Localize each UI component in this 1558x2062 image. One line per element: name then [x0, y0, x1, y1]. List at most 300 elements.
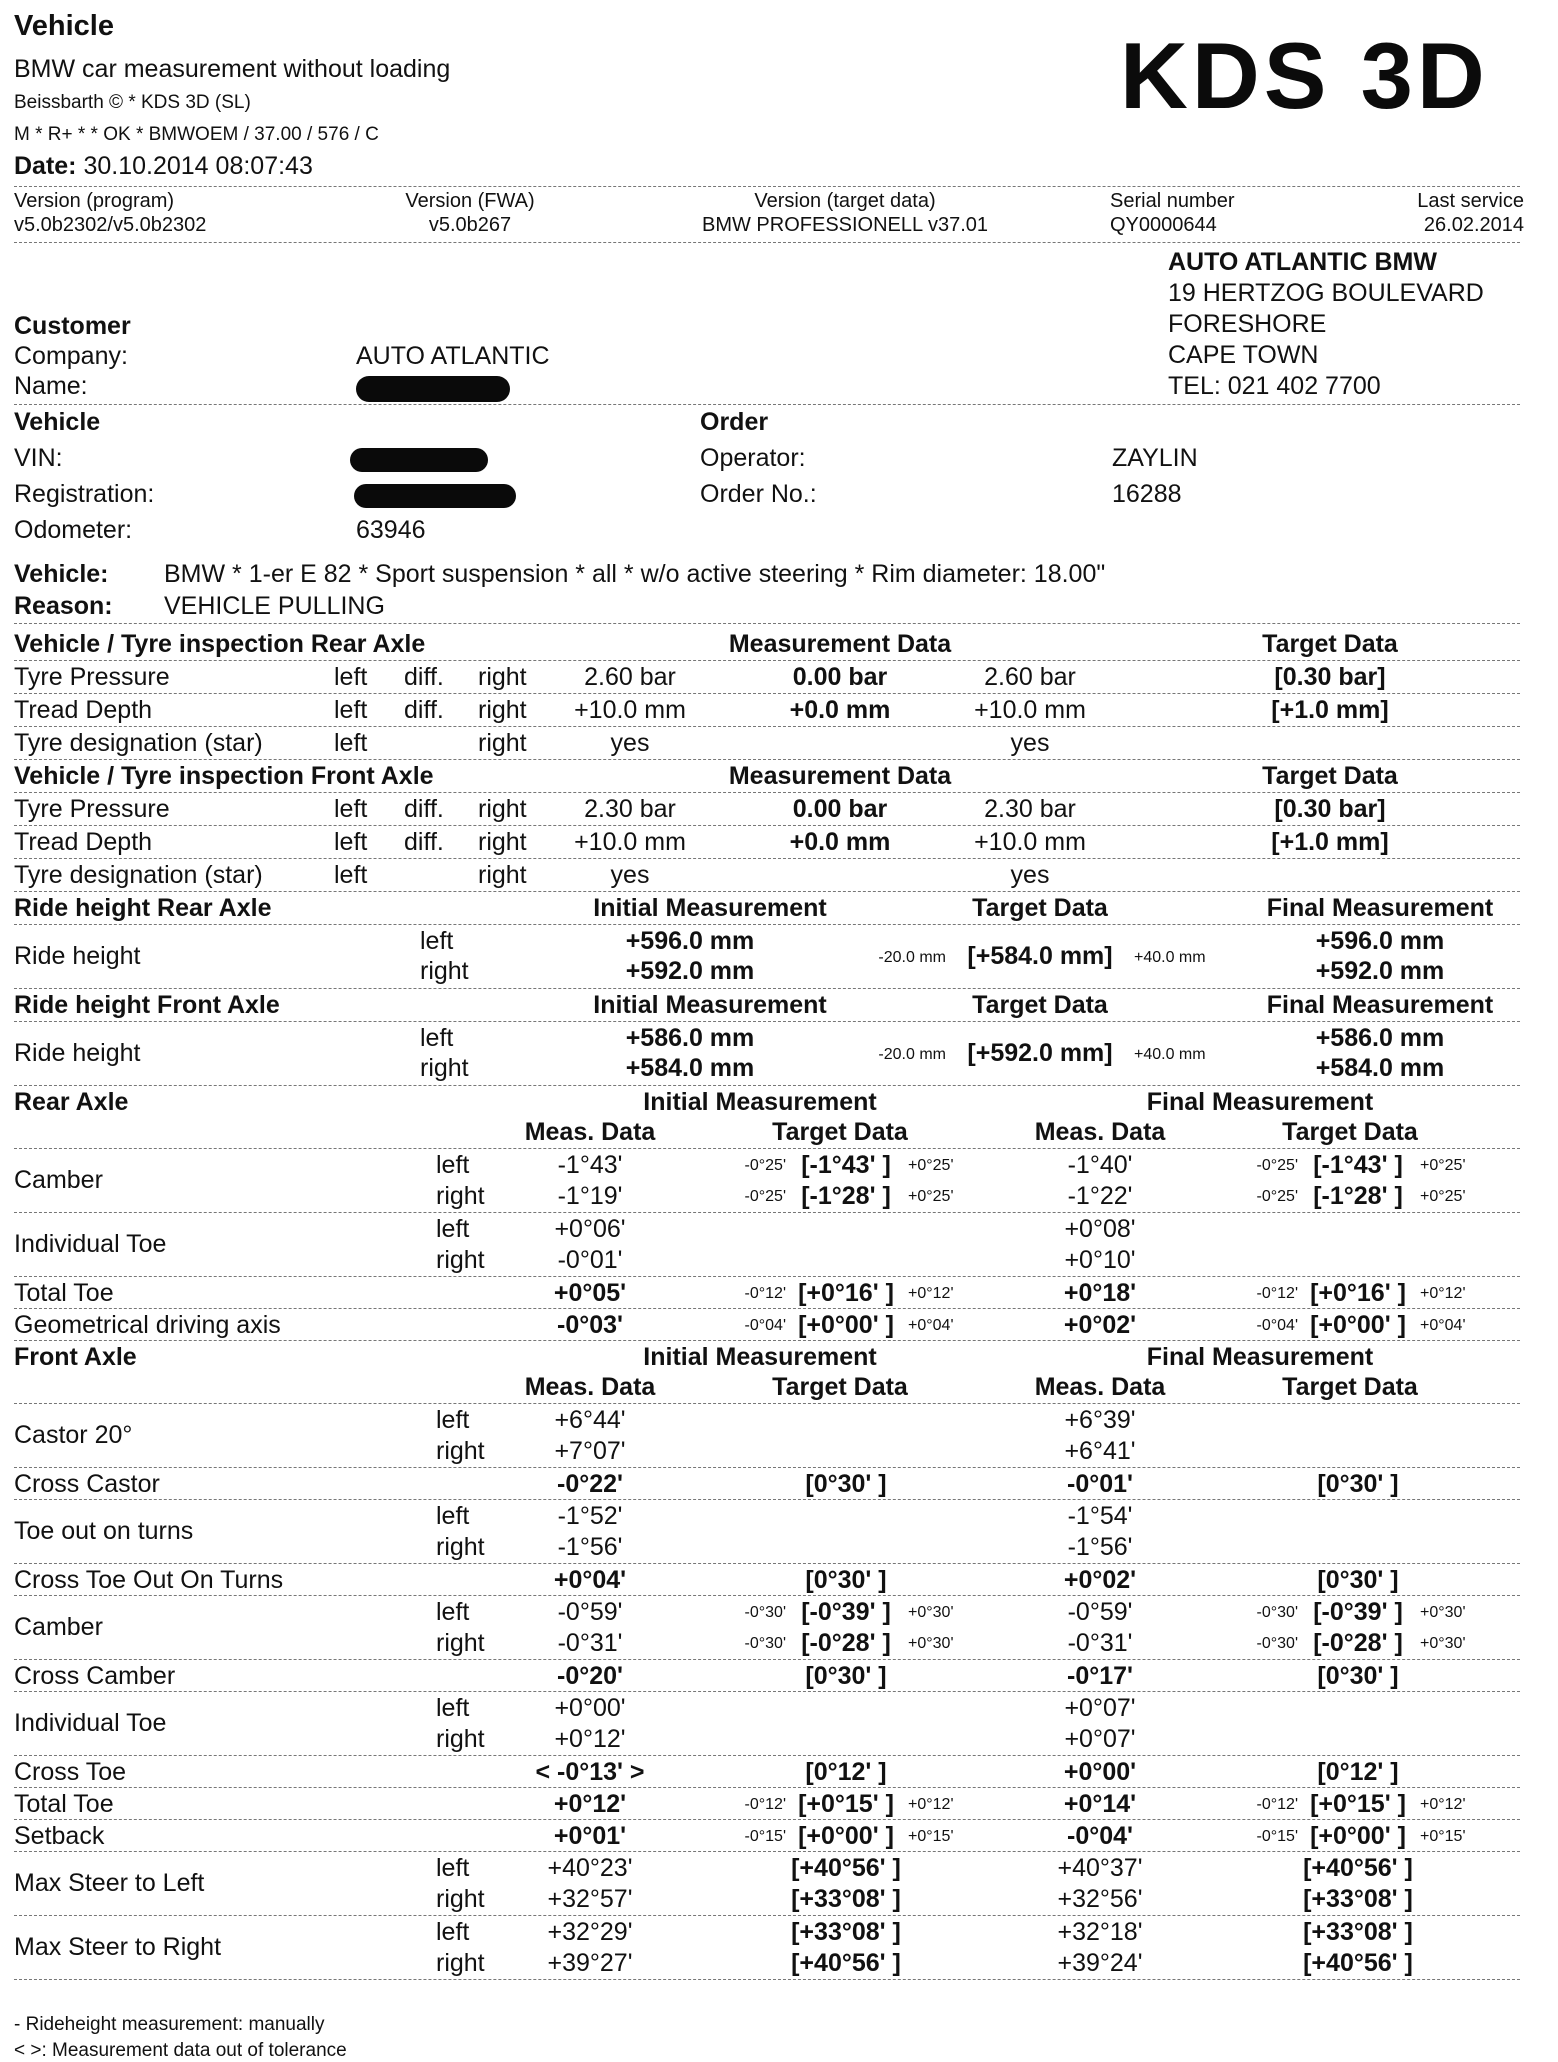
initial-target: [+0°15' ] — [798, 1790, 894, 1818]
meas-heading: Meas. Data — [524, 1373, 656, 1401]
version-label: Version (FWA) — [405, 190, 535, 212]
side-label: left — [436, 1151, 470, 1179]
final-meas: +6°41' — [1064, 1437, 1136, 1465]
initial-target: [+33°08' ] — [791, 1885, 901, 1913]
redacted-name — [356, 376, 510, 402]
row-divider — [14, 759, 1520, 760]
measurement-name: Individual Toe — [14, 1230, 167, 1258]
target-value: [0.30 bar] — [1274, 795, 1386, 823]
initial-tol-minus: -0°04' — [744, 1317, 786, 1334]
row-divider — [14, 1979, 1520, 1980]
final-tol-plus: +0°12' — [1420, 1796, 1466, 1813]
initial-target: [-1°28' ] — [801, 1182, 891, 1210]
initial-tol-minus: -0°12' — [744, 1285, 786, 1302]
final-target: [-1°28' ] — [1313, 1182, 1403, 1210]
column-heading: Initial Measurement — [593, 991, 827, 1019]
final-target: [0°12' ] — [1317, 1758, 1399, 1786]
measurement-name: Tyre Pressure — [14, 795, 170, 823]
final-target: [+33°08' ] — [1303, 1918, 1413, 1946]
row-divider — [14, 891, 1520, 892]
section-heading: Rear Axle — [14, 1088, 129, 1116]
initial-tol-plus: +0°12' — [908, 1285, 954, 1302]
row-divider — [14, 693, 1520, 694]
final-tol-plus: +0°30' — [1420, 1635, 1466, 1652]
row-divider — [14, 726, 1520, 727]
final-target: [+40°56' ] — [1303, 1949, 1413, 1977]
report-date — [14, 152, 313, 181]
footnote-rideheight: - Rideheight measurement: manually — [14, 2014, 325, 2035]
side-label: right — [436, 1885, 485, 1913]
final-tol-minus: -0°30' — [1256, 1635, 1298, 1652]
initial-target: [0°30' ] — [805, 1662, 887, 1690]
measurement-name: Tyre designation (star) — [14, 729, 263, 757]
vin-label: VIN: — [14, 444, 63, 472]
side-label: right — [436, 1629, 485, 1657]
side-label: right — [478, 696, 527, 724]
vehicle-heading: Vehicle — [14, 408, 101, 436]
meas-heading: Meas. Data — [1034, 1373, 1166, 1401]
final-right: +584.0 mm — [1315, 1054, 1445, 1082]
final-target: [-0°28' ] — [1313, 1629, 1403, 1657]
row-divider — [14, 825, 1520, 826]
measurement-name: Max Steer to Right — [14, 1933, 222, 1961]
version-value: v5.0b2302/v5.0b2302 — [14, 214, 207, 236]
report-subtitle: BMW car measurement without loading — [14, 55, 451, 83]
measurement-name: Ride height — [14, 942, 141, 970]
initial-left: +586.0 mm — [625, 1024, 755, 1052]
row-divider — [14, 1755, 1520, 1756]
final-heading: Final Measurement — [1146, 1088, 1374, 1116]
row-divider — [14, 1787, 1520, 1788]
column-heading: Target Data — [972, 991, 1108, 1019]
side-label: left — [334, 729, 368, 757]
final-tol-minus: -0°12' — [1256, 1285, 1298, 1302]
initial-meas: +32°57' — [547, 1885, 633, 1913]
date-label: Date: — [14, 152, 77, 180]
row-divider — [14, 924, 1520, 925]
initial-heading: Initial Measurement — [643, 1088, 877, 1116]
row-divider — [14, 1276, 1520, 1277]
final-target: [+0°15' ] — [1310, 1790, 1406, 1818]
final-meas: +0°07' — [1064, 1725, 1136, 1753]
section-heading: Vehicle / Tyre inspection Rear Axle — [14, 630, 426, 658]
row-divider — [14, 1308, 1520, 1309]
row-divider — [14, 1467, 1520, 1468]
target-heading: Target Data — [772, 1118, 908, 1146]
code-line: M * R+ * * OK * BMWOEM / 37.00 / 576 / C — [14, 124, 379, 145]
measurement-name: Camber — [14, 1166, 103, 1194]
order-heading: Order — [700, 408, 769, 436]
side-label: right — [436, 1725, 485, 1753]
meas-heading: Meas. Data — [1034, 1118, 1166, 1146]
tolerance-plus: +40.0 mm — [1134, 1046, 1206, 1063]
odometer-value: 63946 — [356, 516, 426, 544]
section-heading: Ride height Front Axle — [14, 991, 280, 1019]
final-meas: -1°22' — [1067, 1182, 1133, 1210]
left-value: 2.60 bar — [584, 663, 676, 691]
initial-tol-minus: -0°25' — [744, 1157, 786, 1174]
initial-meas: -0°31' — [557, 1629, 623, 1657]
measurement-name: Cross Camber — [14, 1662, 176, 1690]
final-tol-plus: +0°12' — [1420, 1285, 1466, 1302]
dealer-line: FORESHORE — [1168, 310, 1327, 338]
customer-divider — [14, 404, 1520, 405]
initial-target: [-0°39' ] — [801, 1598, 891, 1626]
date-value: 30.10.2014 08:07:43 — [83, 152, 313, 180]
target-heading: Target Data — [1282, 1373, 1418, 1401]
diff-label: diff. — [404, 828, 444, 856]
side-label: right — [478, 729, 527, 757]
initial-meas: -0°22' — [557, 1470, 623, 1498]
side-label: right — [478, 663, 527, 691]
target-value: [+1.0 mm] — [1271, 828, 1389, 856]
side-label: left — [436, 1406, 470, 1434]
dealer-line: TEL: 021 402 7700 — [1168, 372, 1381, 400]
final-meas: -0°04' — [1067, 1822, 1133, 1850]
vehicle-line-value: BMW * 1-er E 82 * Sport suspension * all * w/o active steering * Rim diameter: 18.00" — [164, 560, 1106, 588]
row-divider — [14, 1212, 1520, 1213]
reason-divider — [14, 623, 1520, 624]
diff-label: diff. — [404, 663, 444, 691]
measurement-name: Toe out on turns — [14, 1517, 194, 1545]
reason-label: Reason: — [14, 592, 113, 620]
final-tol-minus: -0°30' — [1256, 1604, 1298, 1621]
row-divider — [14, 1595, 1520, 1596]
final-target: [+0°00' ] — [1310, 1311, 1406, 1339]
final-heading: Final Measurement — [1146, 1343, 1374, 1371]
final-target: [+33°08' ] — [1303, 1885, 1413, 1913]
initial-meas: +40°23' — [547, 1854, 633, 1882]
vehicle-description — [14, 560, 1105, 589]
operator-value: ZAYLIN — [1112, 444, 1198, 472]
initial-meas: -1°52' — [557, 1502, 623, 1530]
column-heading: Measurement Data — [728, 762, 952, 790]
side-label: left — [436, 1694, 470, 1722]
final-meas: -1°40' — [1067, 1151, 1133, 1179]
initial-target: [+33°08' ] — [791, 1918, 901, 1946]
measurement-name: Tread Depth — [14, 828, 153, 856]
row-divider — [14, 1659, 1520, 1660]
row-divider — [14, 1691, 1520, 1692]
meas-heading: Meas. Data — [524, 1118, 656, 1146]
final-tol-plus: +0°04' — [1420, 1317, 1466, 1334]
initial-meas: +6°44' — [554, 1406, 626, 1434]
row-divider — [14, 1021, 1520, 1022]
column-heading: Final Measurement — [1266, 894, 1494, 922]
initial-heading: Initial Measurement — [643, 1343, 877, 1371]
section-heading: Vehicle / Tyre inspection Front Axle — [14, 762, 434, 790]
left-value: yes — [610, 861, 650, 889]
initial-tol-minus: -0°30' — [744, 1604, 786, 1621]
reason-line — [14, 592, 385, 621]
row-divider — [14, 1403, 1520, 1404]
side-label: right — [420, 1054, 469, 1082]
measurement-name: Tyre Pressure — [14, 663, 170, 691]
row-divider — [14, 660, 1520, 661]
final-meas: +0°07' — [1064, 1694, 1136, 1722]
initial-meas: +39°27' — [547, 1949, 633, 1977]
kds3d-logo: KDS 3D — [1120, 23, 1489, 128]
initial-tol-plus: +0°12' — [908, 1796, 954, 1813]
company-label: Company: — [14, 342, 128, 370]
initial-meas: -0°03' — [557, 1311, 623, 1339]
report-title: Vehicle — [14, 10, 114, 42]
column-heading: Target Data — [972, 894, 1108, 922]
redacted-vin — [350, 448, 488, 472]
left-value: 2.30 bar — [584, 795, 676, 823]
row-divider — [14, 1148, 1520, 1149]
target-value: [+592.0 mm] — [967, 1039, 1113, 1067]
side-label: left — [334, 861, 368, 889]
measurement-name: Cross Castor — [14, 1470, 160, 1498]
target-value: [+1.0 mm] — [1271, 696, 1389, 724]
initial-right: +592.0 mm — [625, 957, 755, 985]
final-tol-plus: +0°25' — [1420, 1157, 1466, 1174]
version-value: QY0000644 — [1110, 214, 1217, 236]
version-label: Serial number — [1110, 190, 1235, 212]
initial-meas: +7°07' — [554, 1437, 626, 1465]
initial-meas: +0°04' — [553, 1566, 627, 1594]
measurement-name: Cross Toe Out On Turns — [14, 1566, 284, 1594]
final-tol-plus: +0°25' — [1420, 1188, 1466, 1205]
initial-target: [-0°28' ] — [801, 1629, 891, 1657]
right-value: yes — [1010, 861, 1050, 889]
final-target: [+0°16' ] — [1310, 1279, 1406, 1307]
side-label: right — [436, 1437, 485, 1465]
initial-target: [0°30' ] — [805, 1470, 887, 1498]
measurement-name: Ride height — [14, 1039, 141, 1067]
side-label: left — [334, 663, 368, 691]
initial-target: [0°30' ] — [805, 1566, 887, 1594]
column-heading: Initial Measurement — [593, 894, 827, 922]
final-tol-minus: -0°25' — [1256, 1157, 1298, 1174]
final-meas: +32°56' — [1057, 1885, 1143, 1913]
left-value: yes — [610, 729, 650, 757]
final-meas: -0°31' — [1067, 1629, 1133, 1657]
version-label: Version (program) — [14, 190, 175, 212]
section-heading: Front Axle — [14, 1343, 137, 1371]
version-label: Version (target data) — [754, 190, 936, 212]
initial-meas: +0°05' — [553, 1279, 627, 1307]
customer-heading: Customer — [14, 312, 131, 340]
initial-meas: +0°00' — [554, 1694, 626, 1722]
final-target: [0°30' ] — [1317, 1566, 1399, 1594]
initial-right: +584.0 mm — [625, 1054, 755, 1082]
target-value: [0.30 bar] — [1274, 663, 1386, 691]
final-meas: +0°14' — [1063, 1790, 1137, 1818]
measurement-name: Cross Toe — [14, 1758, 127, 1786]
initial-target: [+40°56' ] — [791, 1854, 901, 1882]
initial-tol-minus: -0°15' — [744, 1828, 786, 1845]
initial-tol-minus: -0°30' — [744, 1635, 786, 1652]
right-value: +10.0 mm — [974, 696, 1086, 724]
initial-tol-minus: -0°12' — [744, 1796, 786, 1813]
side-label: left — [436, 1502, 470, 1530]
column-heading: Target Data — [1262, 762, 1398, 790]
section-heading: Ride height Rear Axle — [14, 894, 272, 922]
final-target: [0°30' ] — [1317, 1662, 1399, 1690]
final-target: [+0°00' ] — [1310, 1822, 1406, 1850]
right-value: yes — [1010, 729, 1050, 757]
footnote-tolerance: < >: Measurement data out of tolerance — [14, 2040, 347, 2061]
initial-meas: < -0°13' > — [535, 1758, 645, 1786]
final-meas: +0°08' — [1064, 1215, 1136, 1243]
final-meas: +0°02' — [1063, 1311, 1137, 1339]
side-label: left — [436, 1215, 470, 1243]
final-meas: -0°59' — [1067, 1598, 1133, 1626]
row-divider — [14, 1499, 1520, 1500]
measurement-name: Tread Depth — [14, 696, 153, 724]
final-target: [-1°43' ] — [1313, 1151, 1403, 1179]
final-tol-plus: +0°15' — [1420, 1828, 1466, 1845]
final-target: [-0°39' ] — [1313, 1598, 1403, 1626]
initial-meas: -1°19' — [557, 1182, 623, 1210]
row-divider — [14, 1563, 1520, 1564]
initial-meas: -0°01' — [557, 1246, 623, 1274]
diff-label: diff. — [404, 696, 444, 724]
difference-value: +0.0 mm — [789, 696, 891, 724]
row-divider — [14, 792, 1520, 793]
row-divider — [14, 1851, 1520, 1852]
side-label: right — [436, 1246, 485, 1274]
target-value: [+584.0 mm] — [967, 942, 1113, 970]
initial-meas: -0°59' — [557, 1598, 623, 1626]
name-label: Name: — [14, 372, 88, 400]
side-label: right — [436, 1182, 485, 1210]
left-value: +10.0 mm — [574, 696, 686, 724]
target-heading: Target Data — [1282, 1118, 1418, 1146]
final-meas: -1°54' — [1067, 1502, 1133, 1530]
version-label: Last service — [1417, 190, 1524, 212]
initial-meas: +0°12' — [553, 1790, 627, 1818]
difference-value: 0.00 bar — [792, 795, 888, 823]
version-value: 26.02.2014 — [1423, 214, 1524, 236]
column-heading: Final Measurement — [1266, 991, 1494, 1019]
row-divider — [14, 1819, 1520, 1820]
side-label: right — [436, 1949, 485, 1977]
final-meas: +40°37' — [1057, 1854, 1143, 1882]
final-meas: +39°24' — [1057, 1949, 1143, 1977]
final-meas: +0°18' — [1063, 1279, 1137, 1307]
right-value: 2.60 bar — [984, 663, 1076, 691]
dealer-line: CAPE TOWN — [1168, 341, 1319, 369]
final-meas: +0°10' — [1064, 1246, 1136, 1274]
final-left: +596.0 mm — [1315, 927, 1445, 955]
row-divider — [14, 858, 1520, 859]
measurement-name: Castor 20° — [14, 1421, 133, 1449]
right-value: +10.0 mm — [974, 828, 1086, 856]
measurement-name: Total Toe — [14, 1790, 114, 1818]
initial-left: +596.0 mm — [625, 927, 755, 955]
measurement-name: Tyre designation (star) — [14, 861, 263, 889]
row-divider — [14, 1340, 1520, 1341]
tolerance-plus: +40.0 mm — [1134, 949, 1206, 966]
reason-value: VEHICLE PULLING — [164, 592, 385, 620]
brand-line: Beissbarth © * KDS 3D (SL) — [14, 92, 251, 113]
initial-target: [+0°00' ] — [798, 1311, 894, 1339]
tolerance-minus: -20.0 mm — [878, 949, 946, 966]
initial-target: [0°12' ] — [805, 1758, 887, 1786]
row-divider — [14, 1085, 1520, 1086]
final-tol-plus: +0°30' — [1420, 1604, 1466, 1621]
left-value: +10.0 mm — [574, 828, 686, 856]
side-label: left — [334, 828, 368, 856]
initial-tol-plus: +0°25' — [908, 1157, 954, 1174]
measurement-name: Max Steer to Left — [14, 1869, 205, 1897]
side-label: left — [436, 1598, 470, 1626]
final-target: [0°30' ] — [1317, 1470, 1399, 1498]
initial-target: [+40°56' ] — [791, 1949, 901, 1977]
dealer-line: AUTO ATLANTIC BMW — [1168, 248, 1437, 276]
odometer-label: Odometer: — [14, 516, 133, 544]
side-label: left — [436, 1918, 470, 1946]
tolerance-minus: -20.0 mm — [878, 1046, 946, 1063]
initial-target: [+0°00' ] — [798, 1822, 894, 1850]
final-meas: +6°39' — [1064, 1406, 1136, 1434]
final-tol-minus: -0°12' — [1256, 1796, 1298, 1813]
initial-meas: +0°12' — [554, 1725, 626, 1753]
row-divider — [14, 1915, 1520, 1916]
final-tol-minus: -0°04' — [1256, 1317, 1298, 1334]
final-target: [+40°56' ] — [1303, 1854, 1413, 1882]
diff-label: diff. — [404, 795, 444, 823]
initial-target: [-1°43' ] — [801, 1151, 891, 1179]
initial-meas: +0°01' — [553, 1822, 627, 1850]
company-value: AUTO ATLANTIC — [356, 342, 550, 370]
dealer-line: 19 HERTZOG BOULEVARD — [1168, 279, 1484, 307]
initial-target: [+0°16' ] — [798, 1279, 894, 1307]
final-tol-minus: -0°15' — [1256, 1828, 1298, 1845]
side-label: right — [478, 861, 527, 889]
final-meas: -0°17' — [1067, 1662, 1133, 1690]
final-meas: -0°01' — [1067, 1470, 1133, 1498]
measurement-name: Camber — [14, 1613, 103, 1641]
operator-label: Operator: — [700, 444, 806, 472]
side-label: left — [420, 1024, 454, 1052]
initial-tol-plus: +0°25' — [908, 1188, 954, 1205]
order-number-label: Order No.: — [700, 480, 817, 508]
initial-meas: -1°56' — [557, 1533, 623, 1561]
registration-label: Registration: — [14, 480, 155, 508]
final-right: +592.0 mm — [1315, 957, 1445, 985]
vehicle-line-label: Vehicle: — [14, 560, 109, 588]
side-label: left — [436, 1854, 470, 1882]
initial-tol-plus: +0°30' — [908, 1604, 954, 1621]
version-value: BMW PROFESSIONELL v37.01 — [701, 214, 988, 236]
side-label: left — [334, 795, 368, 823]
initial-tol-minus: -0°25' — [744, 1188, 786, 1205]
target-heading: Target Data — [772, 1373, 908, 1401]
measurement-name: Individual Toe — [14, 1709, 167, 1737]
side-label: right — [420, 957, 469, 985]
side-label: left — [334, 696, 368, 724]
difference-value: +0.0 mm — [789, 828, 891, 856]
final-meas: -1°56' — [1067, 1533, 1133, 1561]
header-divider — [14, 186, 1520, 187]
version-divider — [14, 242, 1520, 243]
side-label: right — [436, 1533, 485, 1561]
side-label: right — [478, 795, 527, 823]
final-meas: +32°18' — [1057, 1918, 1143, 1946]
initial-meas: -1°43' — [557, 1151, 623, 1179]
initial-tol-plus: +0°15' — [908, 1828, 954, 1845]
initial-tol-plus: +0°04' — [908, 1317, 954, 1334]
initial-meas: -0°20' — [557, 1662, 623, 1690]
order-number-value: 16288 — [1112, 480, 1182, 508]
right-value: 2.30 bar — [984, 795, 1076, 823]
difference-value: 0.00 bar — [792, 663, 888, 691]
redacted-registration — [354, 484, 516, 508]
